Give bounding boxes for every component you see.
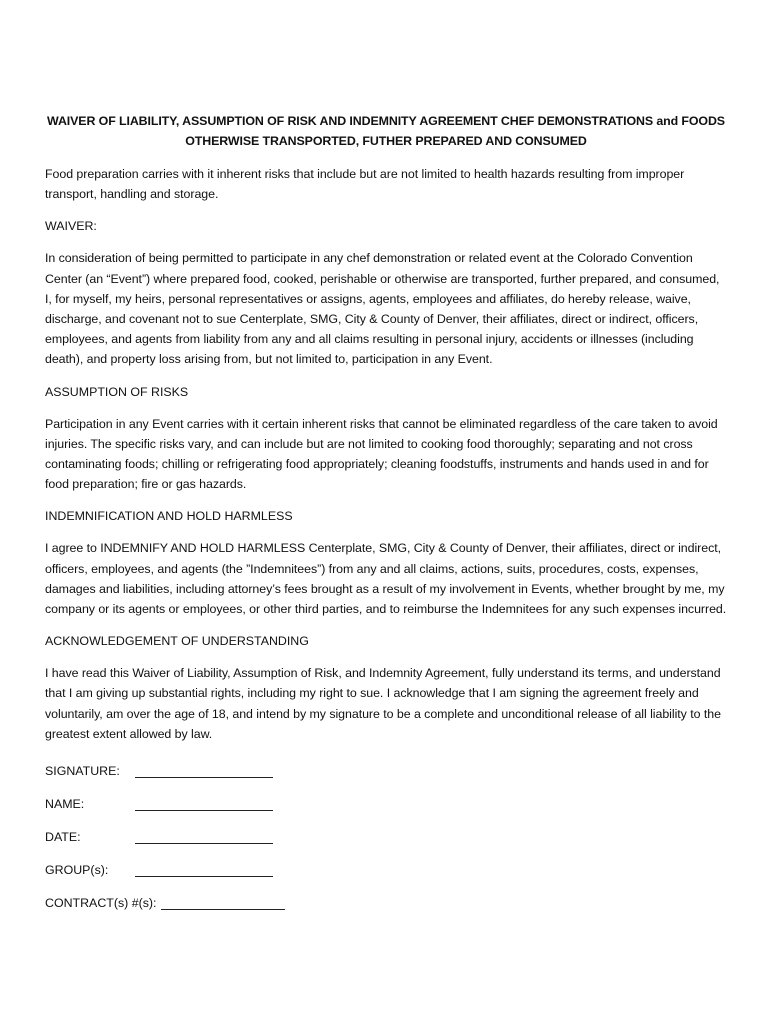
waiver-document [45, 111, 727, 923]
indemnification-heading: INDEMNIFICATION AND HOLD HARMLESS [45, 509, 293, 524]
contracts-label: CONTRACT(s) #(s): [45, 896, 157, 911]
assumption-heading: ASSUMPTION OF RISKS [45, 384, 189, 399]
acknowledgement-heading: ACKNOWLEDGEMENT OF UNDERSTANDING [45, 634, 309, 649]
assumption-paragraph: Participation in any Event carries with it certain inherent risks that cannot be eliminated regardless of the care taken to avoid injuries. The specific risks vary, and can include but are not limited to cooking food thoroughly; separating and not cross contaminating foods; chilling or refrigerating food appropriately; cleaning foodstuffs, instruments and hands used in and for food preparation; fire or gas hazards. [45, 416, 718, 492]
date-row [45, 824, 727, 844]
intro-paragraph: Food preparation carries with it inherent risks that include but are not limited to health hazards resulting from improper transport, handling and storage. [45, 167, 685, 202]
signature-field[interactable] [135, 763, 273, 778]
name-label: NAME: [45, 797, 85, 812]
indemnification-paragraph: I agree to INDEMNIFY AND HOLD HARMLESS Centerplate, SMG, City & County of Denver, their affiliates, direct or indirect, officers, employees, and agents (the ”Indemnitees”) from any and all claims, actions, suits, procedures, costs, expenses, damages and liabilities, including attorney’s fees brought as a result of my involvement in Events, whether brought by me, my company or its agents or employees, or other third parties, and to reimburse the Indemnitees for any such expenses incurred. [45, 541, 727, 617]
signature-form [45, 758, 727, 910]
groups-field[interactable] [135, 862, 273, 877]
document-title: WAIVER OF LIABILITY, ASSUMPTION OF RISK AND INDEMNITY AGREEMENT CHEF DEMONSTRATIONS and FOODS OTHERWISE TRANSPORTED, FUTHER PREPARED AND CONSUMED [47, 114, 725, 148]
contracts-row [45, 890, 727, 910]
contracts-field[interactable] [161, 895, 285, 910]
date-label: DATE: [45, 830, 81, 845]
waiver-heading: WAIVER: [45, 219, 97, 234]
groups-row [45, 857, 727, 877]
waiver-paragraph: In consideration of being permitted to participate in any chef demonstration or related event at the Colorado Convention Center (an “Event”) where prepared food, cooked, perishable or otherwise are transported, further prepared, and consumed, I, for myself, my heirs, personal representatives or assigns, agents, employees and affiliates, do hereby release, waive, discharge, and covenant not to sue Centerplate, SMG, City & County of Denver, their affiliates, direct or indirect, officers, employees, and agents from liability from any and all claims resulting in personal injury, accidents or illnesses (including death), and property loss arising from, but not limited to, participation in any Event. [45, 251, 720, 367]
date-field[interactable] [135, 829, 273, 844]
name-field[interactable] [135, 796, 273, 811]
acknowledgement-paragraph: I have read this Waiver of Liability, Assumption of Risk, and Indemnity Agreement, fully understand its terms, and understand that I am giving up substantial rights, including my right to sue. I acknowledge that I am signing the agreement freely and voluntarily, am over the age of 18, and intend by my signature to be a complete and unconditional release of all liability to the greatest extent allowed by law. [45, 666, 721, 741]
signature-label: SIGNATURE: [45, 764, 120, 779]
signature-row [45, 758, 727, 778]
groups-label: GROUP(s): [45, 863, 109, 878]
name-row [45, 791, 727, 811]
